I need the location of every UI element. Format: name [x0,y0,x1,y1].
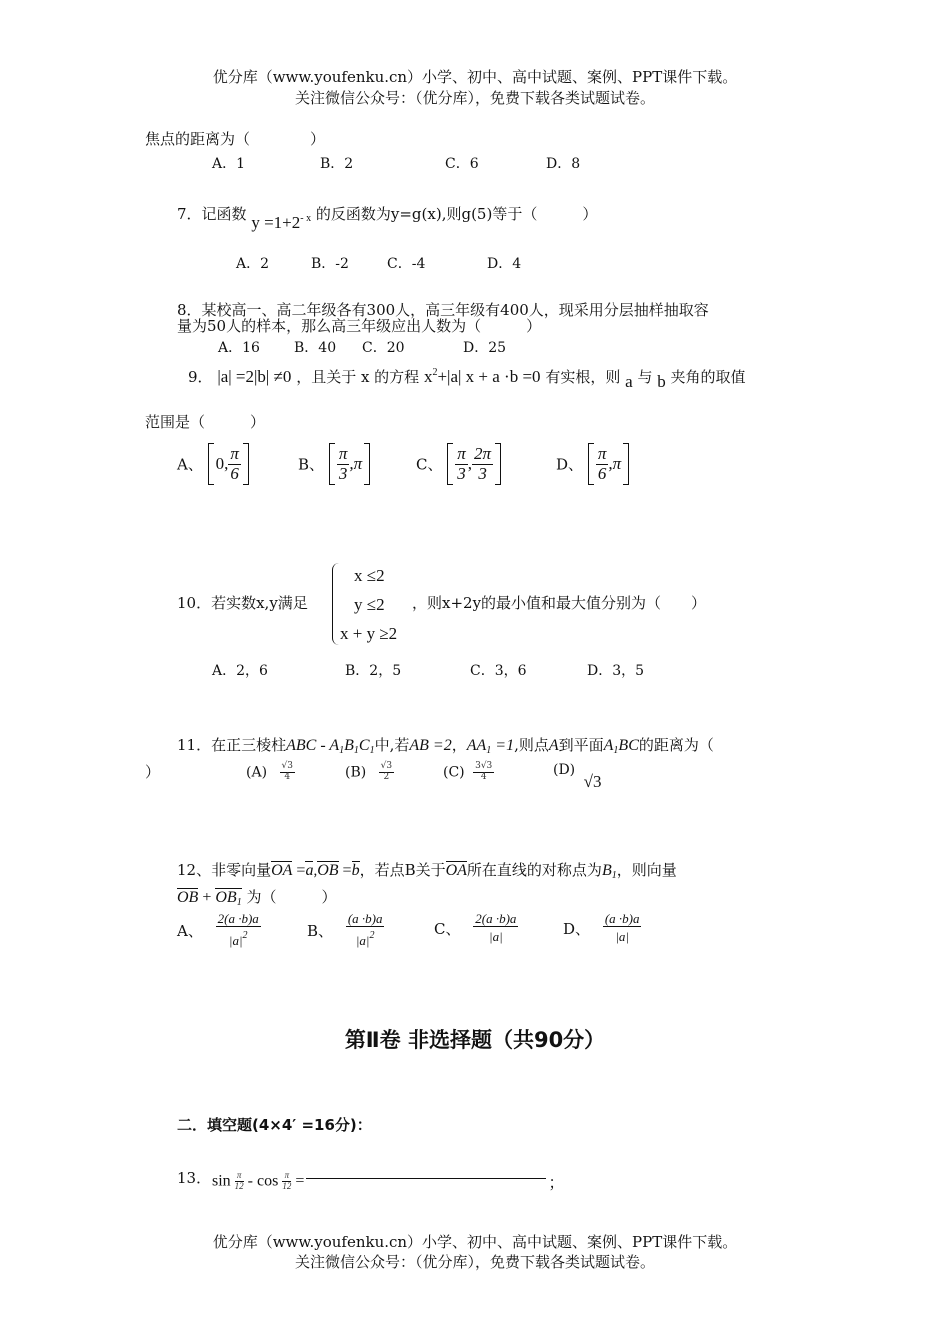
q8-option-a: A．16 [218,340,260,356]
q13-expression [212,1170,564,1193]
q11-p3: ， [451,736,467,754]
q11-option-d [553,762,602,791]
q8-option-b: B．40 [294,340,337,356]
q11-sub-1: 1 [339,745,345,756]
section-2-heading: 二．填空题(4×4′ =16分)： [177,1116,372,1134]
q9-vector-b: b [657,372,666,391]
header-line-1: 优分库（www.youfenku.cn）小学、初中、高中试题、案例、PPT课件下载。 [212,68,738,86]
q7-option-d: D．4 [487,256,522,272]
q13-pi-1: π [235,1171,244,1182]
q12-p4: ，则向量 [616,861,677,879]
q12-point-b1 [602,862,617,879]
q11-option-a [246,762,295,783]
q13-den-2: 12 [282,1181,292,1191]
q11-option-b [345,762,394,783]
q12-vector-a: a [305,862,314,879]
q11-close: ） [145,763,161,781]
q9-option-d-interval [588,443,629,485]
q8-option-c: C．20 [362,340,405,356]
q10-option-d: D．3，5 [587,663,645,679]
q11-option-a-label: (A) [246,764,268,781]
q10-condition-1: x ≤2 [354,566,385,585]
q9-option-b-right: ,π [349,454,363,474]
q9-prefix: 9． [188,368,213,386]
q9-option-d-num: π [597,444,607,463]
q11-p6: 的距离为（ [638,736,714,754]
q11-plane [604,737,639,754]
q6-option-c: C．6 [445,156,479,172]
q11-option-c-label: (C) [443,764,465,781]
q10-option-c: C．3，6 [470,663,527,679]
q6-stem-tail: 焦点的距离为（ ） [145,130,326,148]
q13-equals: = [295,1172,305,1190]
q10-prefix: 10．若实数x,y满足 [177,594,308,612]
footer-line-2: 关注微信公众号：（优分库），免费下载各类试题试卷。 [294,1253,655,1271]
q12-option-c-label: C、 [434,919,461,938]
q9-option-c-den2: 3 [478,463,487,483]
q12-option-a-num: 2(a ·b)a [217,911,259,926]
q10-option-a: A．2，6 [212,663,268,679]
q13-answer-blank[interactable] [306,1178,546,1179]
q11-p1: 11．在正三棱柱 [177,736,287,754]
q9-option-c-label: C、 [416,455,443,474]
q9-mid: ，且关于 x 的方程 [296,368,420,386]
q12-option-b-num: (a ·b)a [347,911,383,926]
q9-equation [424,367,541,386]
q12-option-a-label: A、 [177,921,203,940]
q6-option-a: A．1 [212,156,246,172]
q12-option-b-den: |a| [355,933,370,949]
q11-option-b-den: 2 [383,771,390,782]
q9-option-b-den: 3 [338,463,348,483]
q9-option-a-den: 6 [230,463,239,483]
header-line-2: 关注微信公众号：（优分库），免费下载各类试题试卷。 [294,89,655,107]
q9-option-c-den: 3 [457,463,466,483]
q9-option-b [298,443,370,485]
q12-vector-oa-2: OA [445,862,467,879]
q12-option-d-den: |a| [615,929,629,945]
q11-option-d-label: (D) [553,762,576,778]
q11-sub-3: 1 [369,745,375,756]
q10-suffix: ，则x+2y的最小值和最大值分别为（ ） [412,594,707,612]
q11-sub-2: 1 [353,745,359,756]
q9-option-a [177,443,249,485]
q12-option-d-num: (a ·b)a [604,911,640,926]
q11-option-a-den: 4 [284,771,291,782]
q12-p1: 12、非零向量 [177,861,272,879]
q11-sub-4: 1 [486,745,492,756]
q12-option-b-label: B、 [307,921,334,940]
q12-line2-ob: OB [177,889,199,906]
footer-line-1: 优分库（www.youfenku.cn）小学、初中、高中试题、案例、PPT课件下载。 [212,1233,738,1251]
q11-sub-5: 1 [613,745,619,756]
q7-formula-base: y =1+2 [251,213,301,232]
q12-p2: ，若点B关于 [359,861,446,879]
q7-prefix: 7．记函数 [177,205,247,223]
q12-vector-oa: OA [271,862,293,879]
q12-vector-b: b [351,862,360,879]
q7-option-c: C．-4 [387,256,426,272]
q12-b-sub: 1 [611,870,617,881]
q9-option-c-num2: 2π [474,444,492,463]
q11-prism-a: ABC - A [286,737,340,754]
q8-line-1: 8．某校高一、高二年级各有300人，高三年级有400人，现采用分层抽样抽取容 [177,301,709,319]
q9-mid2: 有实根，则 [545,368,621,386]
q12-option-a-sq: 2 [242,930,248,942]
q9-line-2: 范围是（ ） [145,413,266,431]
q12-option-d [563,912,641,945]
q7-suffix: 的反函数为y=g(x),则g(5)等于（ ） [315,205,598,223]
q6-option-b: B．2 [320,156,354,172]
q12-eq2: = [338,862,352,879]
q12-option-d-label: D、 [563,919,591,938]
q9-option-d-label: D、 [556,455,584,474]
q11-aa1 [467,737,514,754]
q12-option-b [307,912,384,949]
q11-point-a: A [548,737,559,754]
question-11 [177,734,714,756]
q8-line-2: 量为50人的样本，那么高三年级应出人数为（ ） [177,317,542,335]
q9-option-d-right: ,π [608,454,622,474]
q9-option-b-label: B、 [298,455,325,474]
q11-plane-bc: BC [618,737,639,754]
q12-p3: 所在直线的对称点为 [466,861,602,879]
q12-point-b: B [601,862,612,879]
q8-option-d: D．25 [463,340,507,356]
q11-option-c-num: 3√3 [475,761,493,771]
q12-plus: + [198,889,216,906]
q9-option-a-left: 0, [215,454,229,474]
q11-option-d-value: √3 [583,772,602,791]
q12-line2-ob1 [215,889,241,908]
q12-line2-ob1-text: OB [215,889,237,906]
q13-sin: sin [212,1172,231,1190]
q11-option-c-den: 4 [480,771,487,782]
q11-plane-a: A [603,737,614,754]
q10-condition-3: x + y ≥2 [340,624,398,643]
q11-option-c [443,762,494,783]
q7-option-a: A．2 [236,256,270,272]
q12-comma: , [313,863,318,879]
q9-option-d-den: 6 [597,463,607,483]
q11-aa1-value: =1 [491,737,515,754]
q13-den-1: 12 [234,1181,244,1191]
q11-aa: AA [466,737,487,754]
q10-option-b: B．2，5 [345,663,402,679]
q9-option-a-label: A、 [177,455,203,474]
q11-p2: 中,若 [374,736,410,754]
q12-vector-ob: OB [317,862,339,879]
q9-option-b-num: π [338,444,348,463]
q9-tail: 夹角的取值 [670,368,746,386]
q9-option-d [556,443,629,485]
q9-vector-a: a [625,372,633,391]
question-7 [177,203,598,232]
question-9 [188,366,746,391]
q11-option-a-num: √3 [281,761,293,771]
q10-brace [332,563,339,645]
q9-option-a-num: π [230,444,239,463]
q12-option-c-num: 2(a ·b)a [475,911,517,926]
q9-option-a-interval [208,443,249,485]
q12-option-a [177,912,261,949]
q9-option-c-interval [447,443,501,485]
q6-option-d: D．8 [546,156,581,172]
q12-option-c [434,912,518,945]
q11-ab: AB =2 [409,737,452,754]
q12-line2-tail: 为（ ） [241,888,337,906]
q9-eq-square: 2 [432,367,438,378]
q9-eq-x: x [423,367,433,386]
q13-pi-2: π [282,1171,291,1182]
q13-label: 13． [177,1169,212,1187]
q12-option-c-den: |a| [489,929,503,945]
q9-option-c [416,443,501,485]
q7-option-b: B．-2 [311,256,349,272]
part-2-title: 第Ⅱ卷 非选择题（共90分） [344,1028,606,1052]
q9-option-c-num: π [457,444,466,463]
q12-line-2 [177,886,336,908]
q9-condition: |a| =2|b| ≠0 [217,367,292,386]
q11-p4: ,则点 [514,736,549,754]
q11-option-b-label: (B) [345,764,367,781]
q12-eq1: = [292,862,306,879]
q11-p5: 到平面 [558,736,604,754]
q9-option-b-interval [329,443,370,485]
q12-line2-sub: 1 [236,897,242,908]
q9-option-c-comma: , [467,454,473,474]
q12-option-a-den: |a| [228,933,243,949]
question-12 [177,859,677,881]
q7-formula-exponent: - x [300,213,312,224]
q7-formula [251,213,311,232]
q13-minus-cos: - cos [247,1172,279,1190]
q11-prism-b: B [344,737,354,754]
q11-prism-c: C [358,737,370,754]
q11-option-b-num: √3 [380,761,393,771]
q10-condition-2: y ≤2 [354,595,385,614]
q13-tail: ； [548,1175,565,1192]
q11-prism [286,737,374,754]
q9-eq-rest: +|a| x + a ·b =0 [437,367,541,386]
q12-option-b-sq: 2 [369,930,375,942]
q9-yu: 与 [637,368,653,386]
